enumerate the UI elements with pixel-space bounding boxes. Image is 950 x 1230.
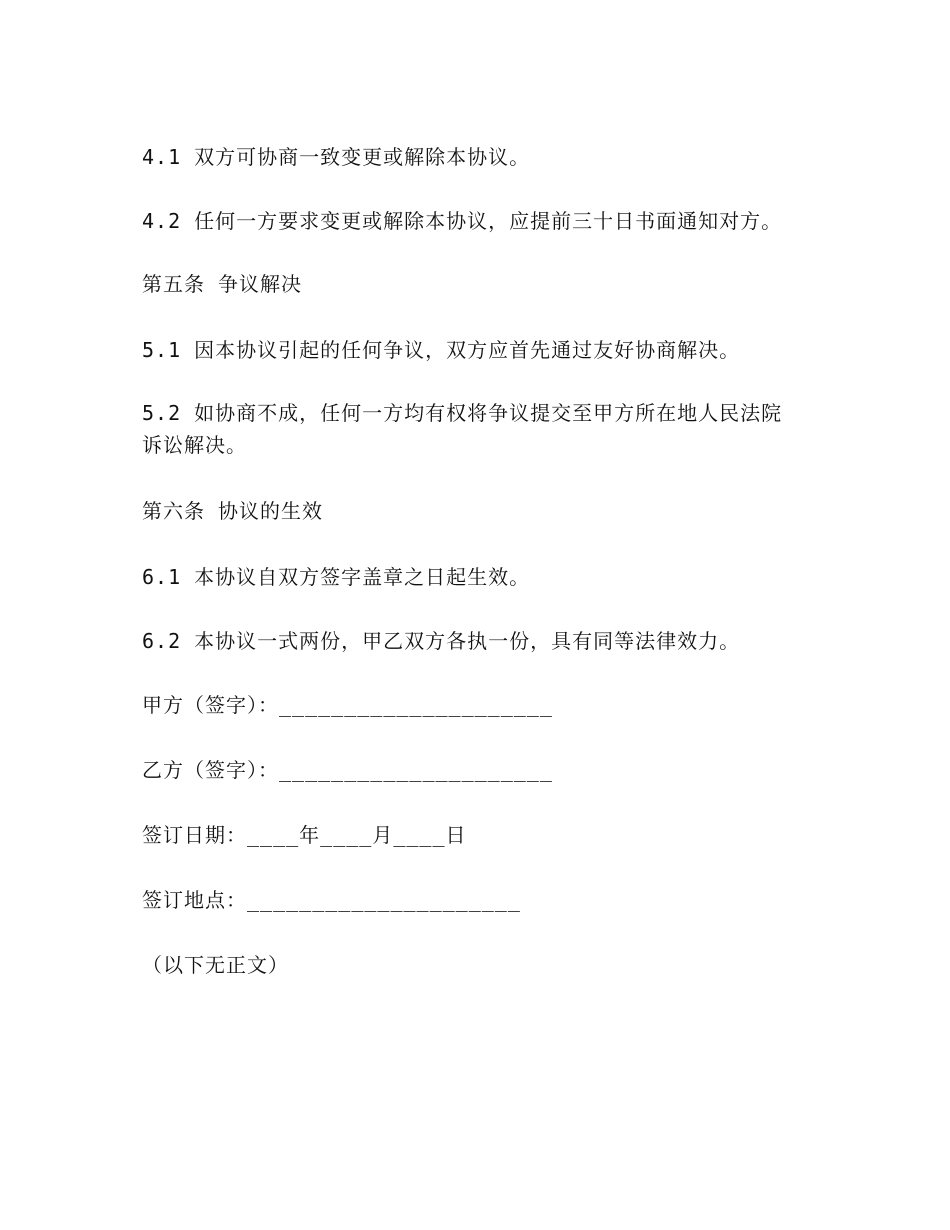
end-of-text-note: （以下无正文） [142,953,289,977]
clause-4-1: 4.1 双方可协商一致变更或解除本协议。 [142,145,531,169]
section-heading-5: 第五条 争议解决 [142,272,303,296]
clause-5-1: 5.1 因本协议引起的任何争议，双方应首先通过友好协商解决。 [142,338,741,362]
party-b-signature-line: 乙方（签字）：_____________________ [142,758,553,782]
section-heading-6: 第六条 协议的生效 [142,499,324,523]
clause-5-2-line-1: 5.2 如协商不成，任何一方均有权将争议提交至甲方所在地人民法院 [142,401,783,425]
signing-date-line: 签订日期：____年____月____日 [142,823,467,847]
clause-6-2: 6.2 本协议一式两份，甲乙双方各执一份，具有同等法律效力。 [142,629,741,653]
clause-4-2: 4.2 任何一方要求变更或解除本协议，应提前三十日书面通知对方。 [142,209,783,233]
clause-6-1: 6.1 本协议自双方签字盖章之日起生效。 [142,565,531,589]
signing-place-line: 签订地点：_____________________ [142,888,521,912]
clause-5-2-line-2: 诉讼解决。 [142,433,247,457]
party-a-signature-line: 甲方（签字）：_____________________ [142,693,553,717]
